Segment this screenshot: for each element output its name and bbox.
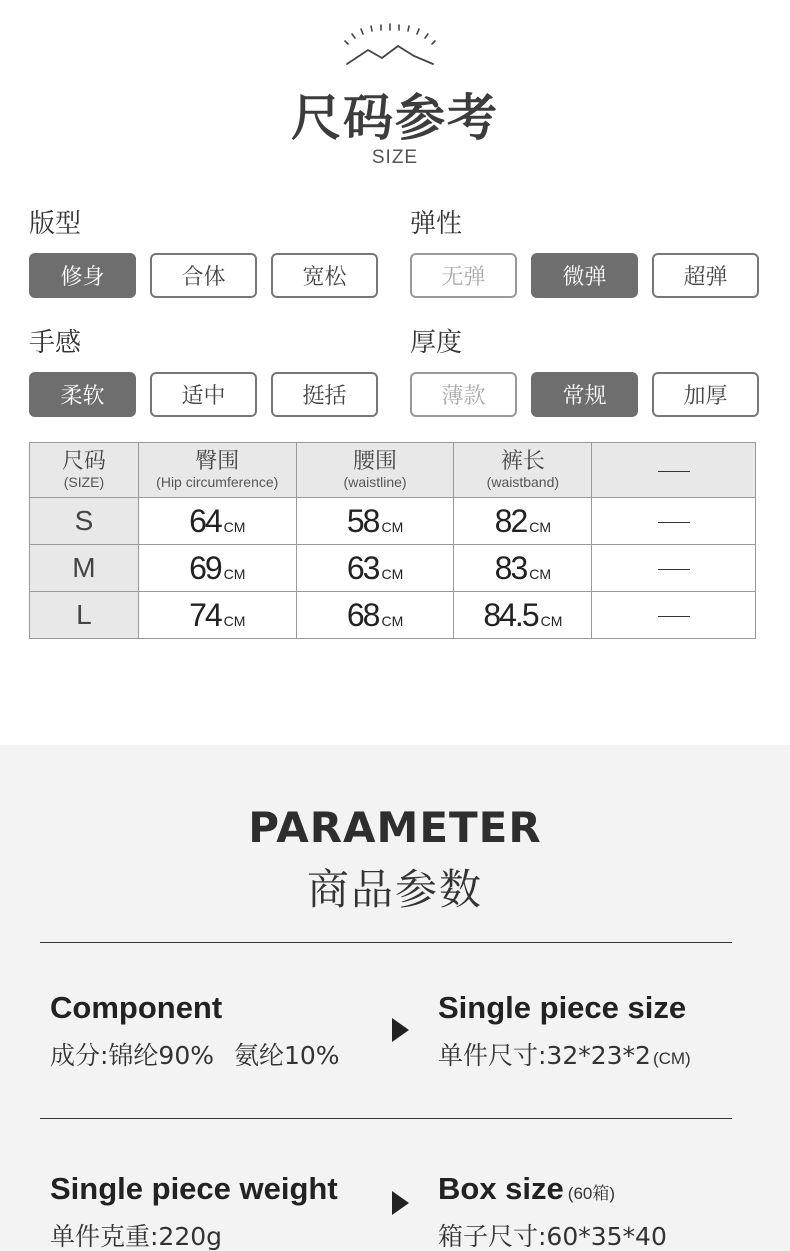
attr-option: 挺括 [271,372,378,417]
length-cell: 83 CM [454,545,592,592]
attr-option: 常规 [531,372,638,417]
box-size-value: 箱子尺寸:60*35*40 [438,1222,667,1251]
table-row [30,498,756,545]
attr-label: 版型 [29,209,82,239]
size-cell: L [30,592,139,639]
divider [40,1118,732,1119]
attr-option: 微弹 [531,253,638,298]
piece-weight-cell [50,1171,338,1251]
dash-mark [658,569,690,570]
attr-group-elasticity [410,205,770,298]
box-size-title: Box size (60箱) [438,1171,616,1206]
hip-cell: 69 CM [138,545,296,592]
attr-option: 合体 [150,253,257,298]
triangle-right-icon [392,1191,409,1215]
piece-size-title: Single piece size [438,990,687,1025]
box-size-cell [438,1171,667,1251]
table-row [30,592,756,639]
parameter-section [0,745,790,1251]
dash-mark [658,522,690,523]
attr-label: 弹性 [410,209,463,239]
attr-group-fit [29,205,389,298]
parameter-title-en: PARAMETER [248,803,542,852]
waist-cell: 68 CM [296,592,454,639]
component-cell [50,990,340,1072]
size-cell: M [30,545,139,592]
attr-option: 无弹 [410,253,517,298]
attr-option: 修身 [29,253,136,298]
empty-cell [592,545,756,592]
piece-weight-title: Single piece weight [50,1171,338,1206]
hip-cell: 64 CM [138,498,296,545]
waist-cell: 58 CM [296,498,454,545]
hip-cell: 74 CM [138,592,296,639]
page-title: 尺码参考 [291,89,499,147]
attr-label: 厚度 [410,328,463,358]
attr-option: 柔软 [29,372,136,417]
table-header-cell: 尺码 (SIZE) [30,443,139,498]
table-header-row [30,443,756,498]
empty-cell [592,498,756,545]
triangle-right-icon [392,1018,409,1042]
piece-size-value: 单件尺寸:32*23*2 (CM) [438,1041,691,1070]
table-header-cell: 裤长 (waistband) [454,443,592,498]
attr-label: 手感 [29,328,82,358]
divider [40,942,732,943]
empty-cell [592,592,756,639]
table-header-cell: 臀围 (Hip circumference) [138,443,296,498]
attr-group-thickness [410,324,770,417]
sunrise-mountain-icon [340,22,440,70]
waist-cell: 63 CM [296,545,454,592]
dash-mark [658,616,690,617]
dash-mark [658,471,690,472]
attr-option: 加厚 [652,372,759,417]
size-cell: S [30,498,139,545]
component-title: Component [50,990,223,1025]
length-cell: 82 CM [454,498,592,545]
table-header-cell: 腰围 (waistline) [296,443,454,498]
attr-group-feel [29,324,389,417]
table-header-cell [592,443,756,498]
component-value: 成分:锦纶90% 氨纶10% [50,1041,340,1070]
piece-weight-value: 单件克重:220g [50,1222,223,1251]
parameter-title-cn: 商品参数 [306,865,483,914]
page-subtitle: SIZE [371,147,419,168]
table-row [30,545,756,592]
piece-size-cell [438,990,691,1072]
size-table [29,442,756,639]
attr-option: 薄款 [410,372,517,417]
attr-option: 超弹 [652,253,759,298]
attr-option: 宽松 [271,253,378,298]
length-cell: 84.5 CM [454,592,592,639]
attr-option: 适中 [150,372,257,417]
